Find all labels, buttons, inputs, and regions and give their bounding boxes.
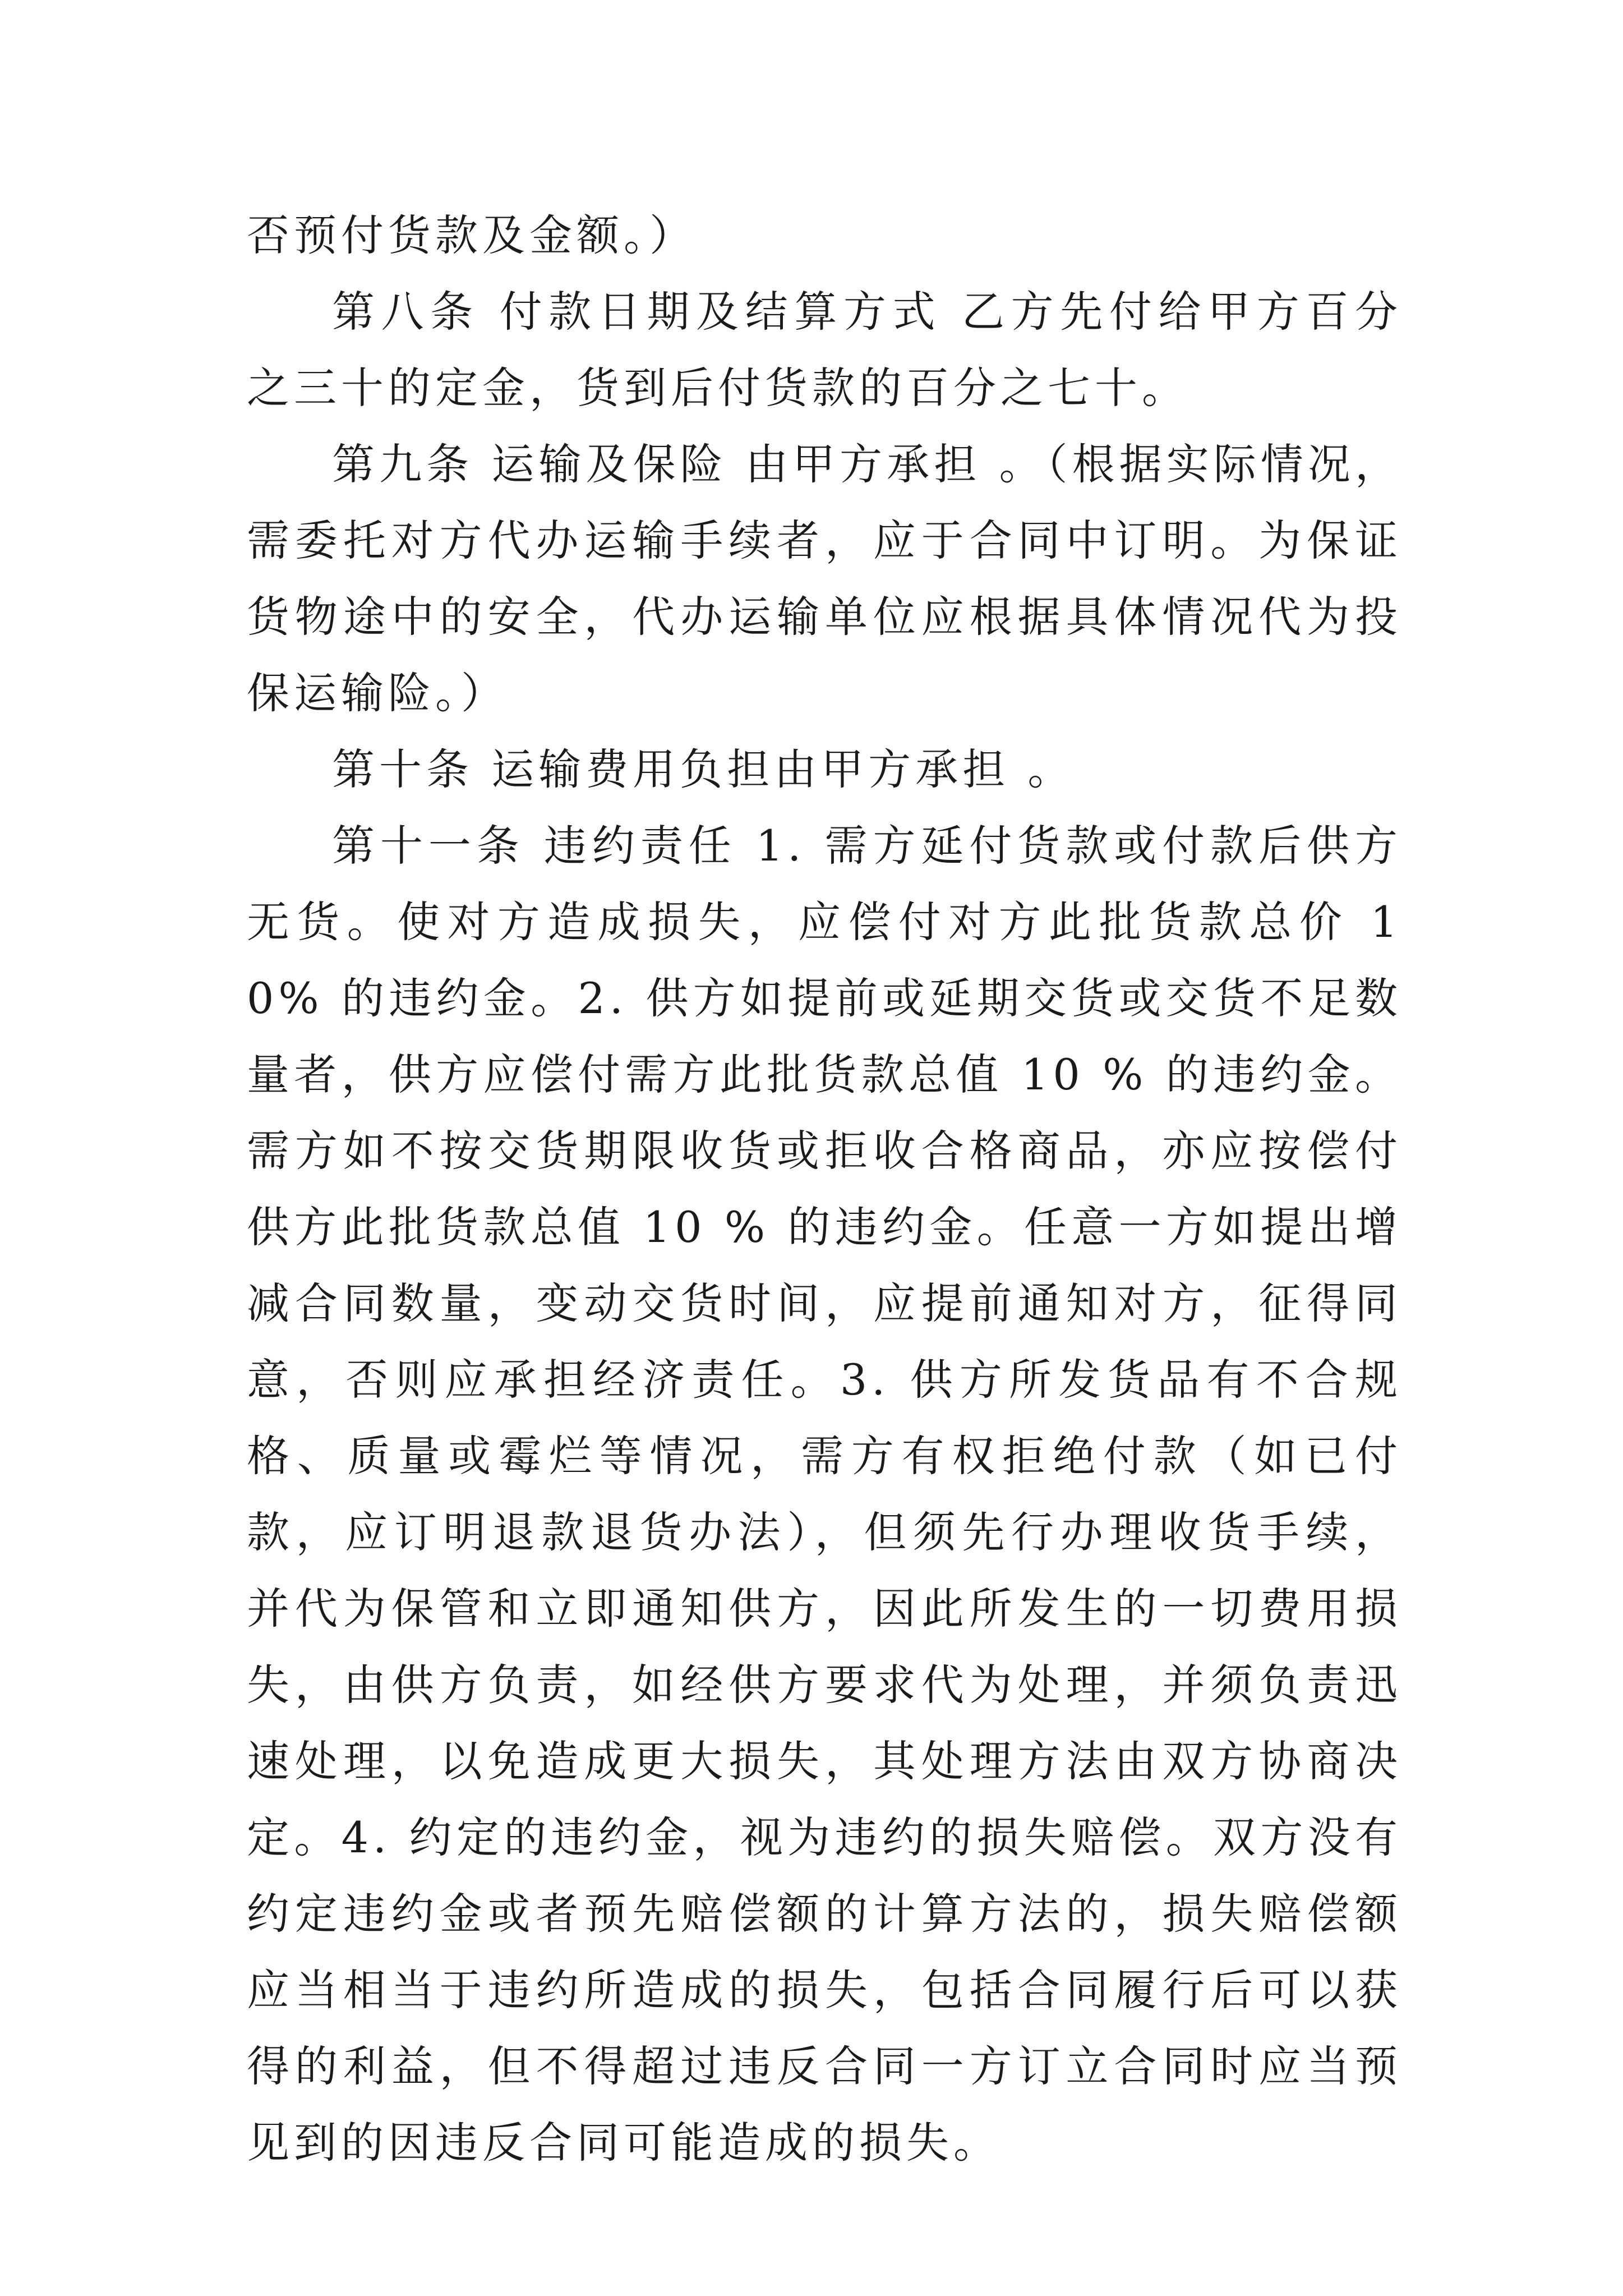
document-body: [247, 197, 1402, 2181]
paragraph-article-8: 第八条 付款日期及结算方式 乙方先付给甲方百分之三十的定金，货到后付货款的百分之七十。: [247, 287, 1402, 413]
paragraph-article-9: 第九条 运输及保险 由甲方承担 。（根据实际情况，需委托对方代办运输手续者，应于合同中订明。为保证货物途中的安全，代办运输单位应根据具体情况代为投保运输险。）: [247, 439, 1402, 718]
paragraph-article-10: 第十条 运输费用负担由甲方承担 。: [332, 744, 1075, 794]
paragraph-article-11: 第十一条 违约责任 1. 需方延付货款或付款后供方无货。使对方造成损失，应偿付对方此批货款总价 10% 的违约金。2. 供方如提前或延期交货或交货不足数量者，供方应偿付需方此批货款总值 10 % 的违约金。需方如不按交货期限收货或拒收合格商品，亦应按偿付供方此批货款总值 10 % 的违约金。任意一方如提出增减合同数量，变动交货时间，应提前通知对方，征得同意，否则应承担经济责任。3. 供方所发货品有不合规格、质量或霉烂等情况，需方有权拒绝付款（如已付款，应订明退款退货办法），但须先行办理收货手续，并代为保管和立即通知供方，因此所发生的一切费用损失，由供方负责，如经供方要求代为处理，并须负责迅速处理，以免造成更大损失，其处理方法由双方协商决定。4. 约定的违约金，视为违约的损失赔偿。双方没有约定违约金或者预先赔偿额的计算方法的，损失赔偿额应当相当于违约所造成的损失，包括合同履行后可以获得的利益，但不得超过违反合同一方订立合同时应当预见到的因违反合同可能造成的损失。: [247, 821, 1402, 2168]
paragraph-continuation: 否预付货款及金额。）: [247, 210, 697, 260]
